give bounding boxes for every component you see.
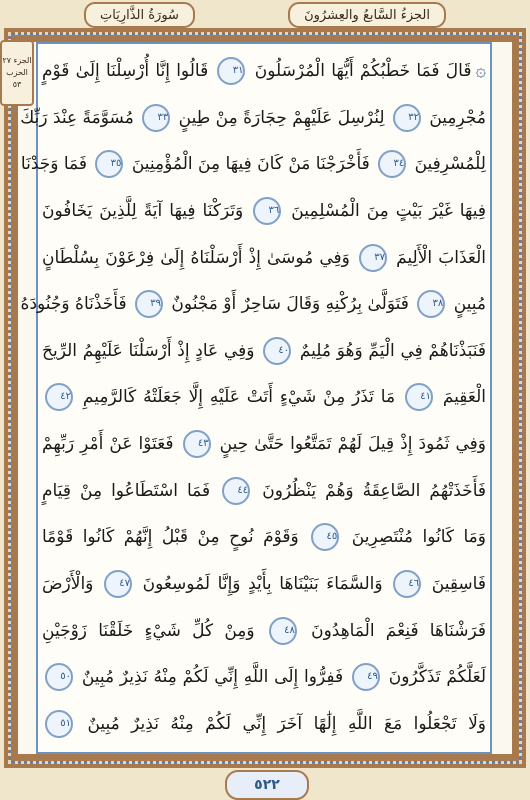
ayah-number-marker: ٣٢ [393, 104, 421, 132]
page-number: ٥٢٢ [225, 770, 309, 800]
rub-el-hizb-icon: ۞ [475, 60, 487, 81]
verse-line [20, 285, 486, 324]
verse-text: لِنُرْسِلَ عَلَيْهِمْ حِجَارَةً مِنْ طِينٍ [178, 107, 385, 128]
ayah-number-marker: ٣٦ [253, 197, 281, 225]
verse-line [42, 239, 486, 278]
ayah-number-marker: ٤٦ [393, 570, 421, 598]
verse-lines [20, 52, 487, 744]
ayah-number-marker: ٣٣ [142, 104, 170, 132]
verse-text: فَأَخْرَجْنَا مَنْ كَانَ فِيهَا مِنَ الْمُؤْمِنِينَ [131, 154, 370, 175]
verse-line [20, 145, 486, 184]
verse-text: فَأَخَذْنَاهُ وَجُنُودَهُ [20, 294, 127, 315]
ayah-number-marker: ٤٨ [269, 617, 297, 645]
ayah-number-marker: ٣٧ [359, 244, 387, 272]
verse-line [42, 565, 486, 604]
ayah-number-marker: ٣١ [217, 57, 245, 85]
verse-text: وَالْأَرْضَ [42, 574, 94, 595]
verse-text: فِيهَا غَيْرَ بَيْتٍ مِنَ الْمُسْلِمِينَ [291, 200, 487, 221]
verse-text: وَلَا تَجْعَلُوا مَعَ اللَّهِ إِلَٰهًا آخَرَ إِنِّي لَكُمْ مِنْهُ نَذِيرٌ مُبِينٌ [87, 713, 486, 734]
verse-line [42, 472, 486, 511]
verse-line [42, 192, 486, 231]
ayah-number-marker: ٤٩ [352, 663, 380, 691]
verse-line [42, 332, 486, 371]
verse-text: وَفِي عَادٍ إِذْ أَرْسَلْنَا عَلَيْهِمُ الرِّيحَ [42, 340, 255, 361]
ayah-number-marker: ٤٥ [311, 523, 339, 551]
verse-text: الْعَقِيمَ [442, 387, 487, 408]
page-header [8, 2, 522, 28]
verse-text: وَتَرَكْنَا فِيهَا آيَةً لِلَّذِينَ يَخَافُونَ [42, 200, 244, 221]
verse-text: فَرَشْنَاهَا فَنِعْمَ الْمَاهِدُونَ [311, 620, 487, 641]
verse-line [42, 612, 486, 651]
verse-text: وَالسَّمَاءَ بَنَيْنَاهَا بِأَيْدٍ وَإِنَّا لَمُوسِعُونَ [142, 574, 383, 595]
verse-text: فَأَخَذَتْهُمُ الصَّاعِقَةُ وَهُمْ يَنْظُرُونَ [262, 480, 486, 501]
verse-text: لِلْمُسْرِفِينَ [414, 154, 486, 175]
ayah-number-marker: ٣٤ [378, 150, 406, 178]
ayah-number-marker: ٤٧ [104, 570, 132, 598]
ayah-number-marker: ٥٠ [45, 663, 73, 691]
verse-text: مُجْرِمِينَ [429, 107, 486, 128]
verse-text: مَا تَذَرُ مِنْ شَيْءٍ أَتَتْ عَلَيْهِ إِلَّا جَعَلَتْهُ كَالرَّمِيمِ [82, 387, 396, 408]
hizb-label: الحزب ٥٣ [6, 68, 28, 89]
ayah-number-marker: ٣٩ [135, 290, 163, 318]
ayah-number-marker: ٤٤ [222, 477, 250, 505]
verse-text: فَمَا وَجَدْنَا [20, 154, 87, 175]
verse-text: فَعَتَوْا عَنْ أَمْرِ رَبِّهِمْ [42, 434, 174, 455]
verse-line [42, 705, 486, 744]
ayah-number-marker: ٣٨ [417, 290, 445, 318]
juz-title: الجزءُ السَّابعُ والعِشرُونَ [288, 2, 446, 28]
ayah-number-marker: ٤٣ [183, 430, 211, 458]
ayah-number-marker: ٤٠ [263, 337, 291, 365]
verse-text: وَمِنْ كُلِّ شَيْءٍ خَلَقْنَا زَوْجَيْنِ [42, 620, 255, 641]
juz-hizb-marker [0, 40, 34, 106]
verse-text: وَمَا كَانُوا مُنْتَصِرِينَ [351, 527, 487, 548]
verse-text: لَعَلَّكُمْ تَذَكَّرُونَ [388, 667, 487, 688]
verse-line [20, 99, 486, 138]
verse-line [42, 425, 486, 464]
verse-line [42, 52, 486, 91]
verse-text: فَنَبَذْنَاهُمْ فِي الْيَمِّ وَهُوَ مُلِيمٌ [299, 340, 486, 361]
verse-text: الْعَذَابَ الْأَلِيمَ [396, 247, 487, 268]
ayah-number-marker: ٤١ [405, 383, 433, 411]
verse-text: فَمَا اسْتَطَاعُوا مِنْ قِيَامٍ [42, 480, 211, 501]
ayah-number-marker: ٣٥ [95, 150, 123, 178]
verse-line [42, 658, 486, 697]
verse-text: فَاسِقِينَ [431, 574, 486, 595]
verse-text: وَفِي ثَمُودَ إِذْ قِيلَ لَهُمْ تَمَتَّعُوا حَتَّىٰ حِينٍ [219, 434, 486, 455]
verse-text: فَفِرُّوا إِلَى اللَّهِ إِنِّي لَكُمْ مِنْهُ نَذِيرٌ مُبِينٌ [81, 667, 344, 688]
verse-text: وَقَوْمَ نُوحٍ مِنْ قَبْلُ إِنَّهُمْ كَانُوا قَوْمًا [42, 527, 299, 548]
verse-text: فَتَوَلَّىٰ بِرُكْنِهِ وَقَالَ سَاحِرٌ أَوْ مَجْنُونٌ [171, 294, 409, 315]
verse-text: وَفِي مُوسَىٰ إِذْ أَرْسَلْنَاهُ إِلَىٰ فِرْعَوْنَ بِسُلْطَانٍ [42, 247, 350, 268]
verse-text: قَالَ فَمَا خَطْبُكُمْ أَيُّهَا الْمُرْسَلُونَ [254, 61, 472, 81]
verse-line [42, 378, 486, 417]
verse-text: قَالُوا إِنَّا أُرْسِلْنَا إِلَىٰ قَوْمٍ [42, 61, 209, 81]
verse-line [42, 518, 486, 557]
ayah-number-marker: ٥١ [45, 710, 73, 738]
surah-title: سُورَةُ الذَّارِيَاتِ [84, 2, 195, 28]
ayah-number-marker: ٤٢ [45, 383, 73, 411]
verse-text: مُسَوَّمَةً عِنْدَ رَبِّكَ [20, 107, 134, 128]
juz-label: الجزء ٢٧ [2, 56, 32, 65]
verse-text: مُبِينٍ [453, 294, 486, 315]
